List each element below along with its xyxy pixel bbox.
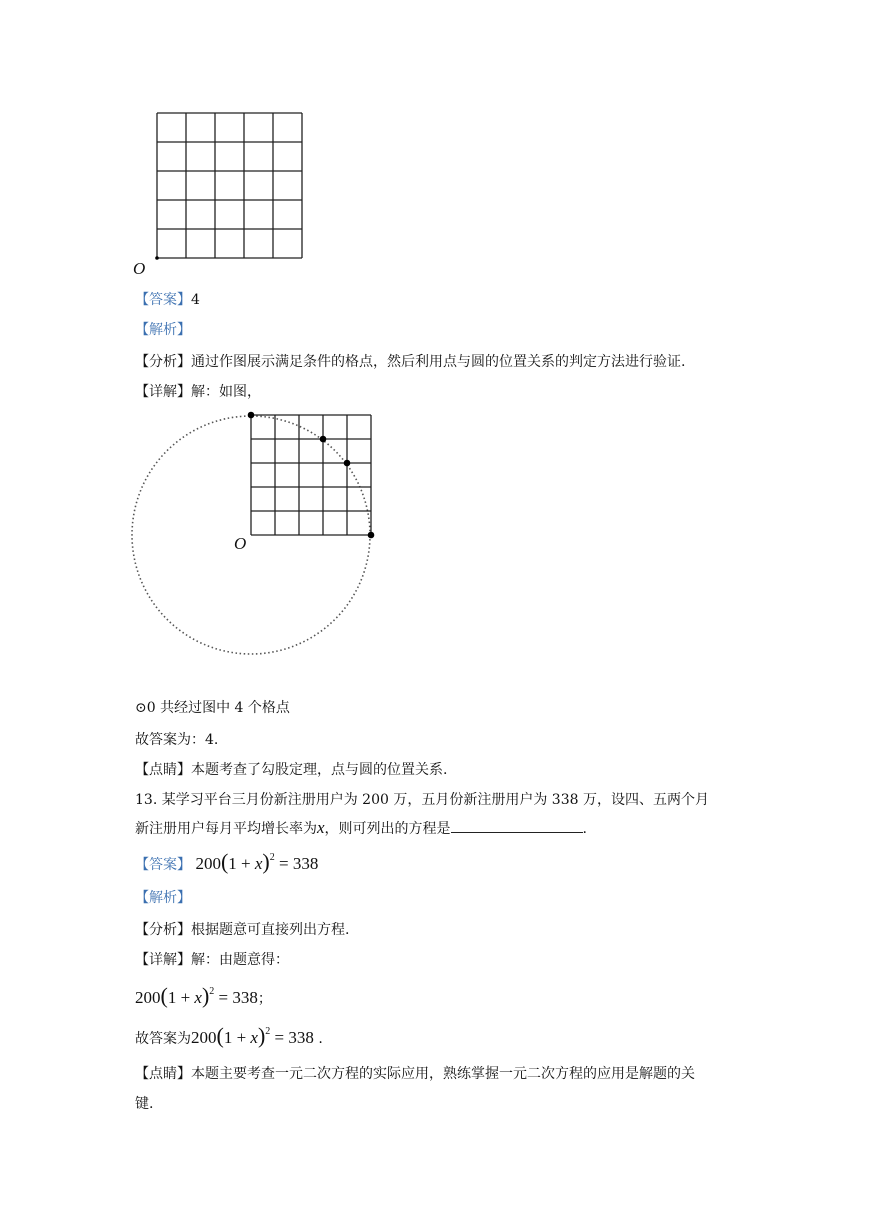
q13-eq-suffix: ； [257, 991, 272, 1007]
grid-1-origin-label: O [133, 259, 146, 278]
equation-rhs: 338 [232, 988, 258, 1007]
q13-stem-var: x [317, 818, 325, 837]
q13-equation-line [135, 983, 272, 1011]
q13-fenxi-tag: 【分析】 [135, 922, 191, 938]
equation-equals: = [279, 854, 289, 873]
equation-var: x [250, 1028, 258, 1047]
q13-comment-text-2: 键. [135, 1096, 154, 1112]
q12-comment-text: 本题考查了勾股定理，点与圆的位置关系. [191, 762, 448, 778]
equation-one: 1 [223, 1028, 233, 1047]
equation-coef: 200 [191, 1028, 217, 1047]
lattice-points [248, 412, 375, 539]
lattice-point [248, 412, 255, 419]
equation-equals: = [218, 988, 229, 1007]
q13-comment-text-1: 本题主要考查一元二次方程的实际应用，熟练掌握一元二次方程的应用是解题的关 [191, 1066, 695, 1082]
lattice-point [320, 436, 327, 443]
q12-comment-line [135, 760, 447, 780]
q12-final-answer: 故答案为：4. [135, 732, 219, 748]
equation-equals: = [274, 1028, 285, 1047]
equation-rhs: 338 [292, 854, 319, 873]
q13-detail-line [135, 950, 289, 970]
q13-stem-post: ，则可列出的方程是 [324, 821, 451, 837]
q12-answer-value: 4 [191, 292, 200, 308]
equation-rhs: 338 [288, 1028, 314, 1047]
q12-conclusion: ⊙0 共经过图中 4 个格点 [135, 700, 290, 716]
q13-stem-line-2 [135, 818, 587, 839]
q13-detail-text: 解：由题意得： [191, 952, 289, 968]
q12-comment-tag: 【点睛】 [135, 762, 191, 778]
q13-fenxi-text: 根据题意可直接列出方程. [191, 922, 350, 938]
q13-stem-end: . [582, 821, 587, 837]
equation-plus: + [241, 854, 251, 873]
q12-detail-text: 解：如图， [191, 384, 261, 400]
q13-stem-pre: 新注册用户每月平均增长率为 [135, 821, 317, 837]
equation-exp: 2 [209, 986, 215, 997]
q12-fenxi-text: 通过作图展示满足条件的格点，然后利用点与圆的位置关系的判定方法进行验证. [191, 354, 686, 370]
q13-answer-line [135, 849, 319, 877]
answer-blank [451, 818, 583, 833]
q12-fenxi-tag: 【分析】 [135, 354, 191, 370]
q13-comment-tag: 【点睛】 [135, 1066, 191, 1082]
equation-one: 1 [167, 988, 177, 1007]
q13-detail-equation: $200(1 + x)^2 = 338$ [135, 983, 258, 1008]
grid-2-origin-label: O [234, 534, 247, 553]
q12-detail-tag: 【详解】 [135, 384, 191, 400]
equation-var: x [194, 988, 202, 1007]
lattice-point [344, 460, 351, 467]
equation-plus: + [180, 988, 191, 1007]
q12-analysis-tag: 【解析】 [135, 322, 191, 338]
q13-stem-line-1: 13. 某学习平台三月份新注册用户为 200 万，五月份新注册用户为 338 万，设四、五两个月 [135, 792, 709, 808]
q13-answer-tag: 【答案】 [135, 857, 191, 873]
equation-exp: 2 [269, 852, 275, 863]
equation-coef: 200 [135, 988, 161, 1007]
q13-fenxi-line [135, 920, 349, 940]
equation-plus: + [236, 1028, 247, 1047]
equation-coef: 200 [195, 854, 221, 873]
q13-final-line [135, 1023, 323, 1051]
equation-one: 1 [228, 854, 237, 873]
q13-final-equation: $200(1 + x)^2 = 338$ [191, 1023, 314, 1048]
q13-detail-tag: 【详解】 [135, 952, 191, 968]
q13-answer-equation: $200(1 + x)^2 = 338$ [195, 849, 319, 874]
q13-comment-line-1 [135, 1064, 695, 1084]
q13-analysis-tag: 【解析】 [135, 890, 191, 906]
q13-final-post: . [318, 1031, 323, 1047]
equation-var: x [254, 854, 263, 873]
lattice-point [368, 532, 375, 539]
q12-answer-tag: 【答案】 [135, 292, 191, 308]
equation-exp: 2 [265, 1026, 271, 1037]
q13-final-pre: 故答案为 [135, 1031, 191, 1047]
